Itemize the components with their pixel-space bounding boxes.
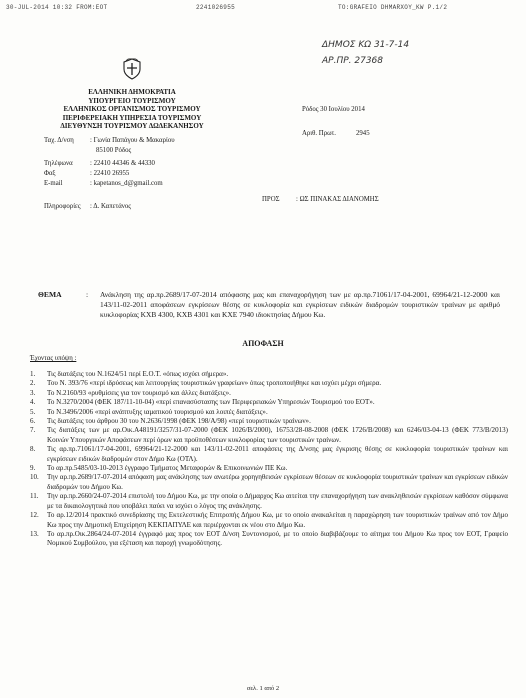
subject-text: Ανάκληση της αρ.πρ.2689/17-07-2014 απόφασης μας και επαναχορήγηση των με αρ.πρ.71061/17-04-2001, 69964/21-12-2000 και 143/11-02-2011 αποφάσεων εγκρίσεων θέσης σε κυκλοφορία και εγκρίσεων ειδικών διαδρομών τουριστικών τραίνων με αριθμό κυκλοφορίας ΚΧΒ 4300, ΚΧΒ 4301 και ΚΧΕ 7940 ιδιοκτησίας Δήμου Κω. <box>100 290 500 319</box>
list-item: 11. Την αρ.πρ.2660/24-07-2014 επιστολή του Δήμου Κω, με την οποία ο Δήμαρχος Κω αιτείται την επαναχορήγηση των ανακληθεισών εγκρίσεων καθόσον σύμφωνα με τα δικαιολογητικά που υποβάλει παύει να ισχύει ο λόγος της ανάκλησης. <box>30 492 508 510</box>
protocol-number: 2945 <box>356 130 370 137</box>
list-item: 4. Το Ν.3270/2004 (ΦΕΚ 187/11-10-04) «περί επανασύστασης των Περιφερειακών Υπηρεσιών Τουρισμού του ΕΟΤ». <box>30 398 375 407</box>
decision-title: ΑΠΟΦΑΣΗ <box>242 339 284 348</box>
list-item: 9. Το αρ.πρ.5485/03-10-2013 έγγραφο Τμήματος Μεταφορών & Επικοινωνιών ΠΕ Κω. <box>30 464 288 473</box>
considerations-list <box>30 370 508 549</box>
greek-crest-icon <box>122 58 142 80</box>
letterhead-line1: ΕΛΛΗΝΙΚΗ ΔΗΜΟΚΡΑΤΙΑ <box>88 88 176 96</box>
letterhead-line3: ΕΛΛΗΝΙΚΟΣ ΟΡΓΑΝΙΣΜΟΣ ΤΟΥΡΙΣΜΟΥ <box>63 105 201 114</box>
list-item: 10. Την αρ.πρ.2689/17-07-2014 απόφαση μας ανάκλησης των ανωτέρω χορηγηθεισών εγκρίσεων θέσεων σε κυκλοφορία τουριστικών τραίνων και εγκρίσεων ειδικών διαδρομών του Δήμου Κω. <box>30 473 508 491</box>
fax-value: : 22410 26955 <box>90 170 130 177</box>
list-item: 8. Τις αρ.πρ.71061/17-04-2001, 69964/21-12-2000 και 143/11-02-2011 αποφάσεις της Δ/νσης μας έγκρισης θέσης σε κυκλοφορία τουριστικών τραίνων και εγκρίσεων ειδικών διαδρομών στον Δήμο Κω (ΟΤΛ). <box>30 445 508 463</box>
address-label: Ταχ. Δ/νση <box>44 137 74 144</box>
subject-colon: : <box>86 290 89 299</box>
letterhead-line5: ΔΙΕΥΘΥΝΣΗ ΤΟΥΡΙΣΜΟΥ ΔΩΔΕΚΑΝΗΣΟΥ <box>60 122 204 131</box>
phone-value: : 22410 44346 & 44330 <box>90 160 155 167</box>
letterhead <box>52 88 212 131</box>
postcode: 85100 Ρόδος <box>96 147 132 154</box>
recipient-label: ΠΡΟΣ <box>262 196 280 203</box>
fax-header-right: TO:GRAFEIO DHMARXOY_KW P.1/2 <box>338 4 448 11</box>
info-label: Πληροφορίες <box>44 203 81 210</box>
email-value: : kapetanos_d@gmail.com <box>90 180 163 187</box>
list-item: 1. Τις διατάξεις του Ν.1624/51 περί Ε.Ο.Τ. «όπως ισχύει σήμερα». <box>30 370 229 378</box>
fax-label: Φαξ <box>44 170 56 177</box>
subject-label: ΘΕΜΑ <box>38 290 62 299</box>
recipient-value: : ΩΣ ΠΙΝΑΚΑΣ ΔΙΑΝΟΜΗΣ <box>296 196 379 203</box>
phone-label: Τηλέφωνα <box>44 160 73 167</box>
fax-header-left: 30-JUL-2014 10:32 FROM:EOT <box>6 4 108 11</box>
list-item: 7. Τις διατάξεις των με αρ.Οικ.Α48191/3257/31-07-2000 (ΦΕΚ 1026/Β/2000), 16753/28-08-2008 (ΦΕΚ 1726/Β/2008) και 6246/03-04-13 (ΦΕΚ 773/Β/2013) Κοινών Υπουργικών Αποφάσεων περί όρων και προϋποθέσεων κυκλοφορίας των τουριστικών τραίνων. <box>30 426 508 444</box>
letterhead-line2: ΥΠΟΥΡΓΕΙΟ ΤΟΥΡΙΣΜΟΥ <box>88 96 176 105</box>
list-item: 12. Το αρ.12/2014 πρακτικό συνεδρίασης της Εκτελεστικής Επιτροπής Δήμου Κω, με το οποίο ανακαλείται η παραχώρηση των τουριστικών τραίνων από τον Δήμο Κω προς την Δημοτική Επιχείρηση ΚΕΚΠΑΠΥΛΕ και περιέρχονται εκ νέου στο Δήμο Κω. <box>30 511 508 529</box>
handwritten-stamp-line2: ΑΡ.ΠΡ. 27368 <box>322 56 383 66</box>
protocol-label: Αριθ. Πρωτ. <box>302 130 336 137</box>
considering-heading: Έχοντας υπόψη : <box>30 355 77 362</box>
list-item: 13. Το αρ.πρ.Οικ.2864/24-07-2014 έγγραφό μας προς τον ΕΟΤ Δ/νση Συντονισμού, με το οποίο διαβιβάζουμε το αίτημα του Δήμου Κω προς τον ΕΟΤ, Γραφείο Νομικού Συμβούλου, για εξέταση και παροχή γνωμοδότησης. <box>30 529 508 548</box>
list-item: 3. Το Ν.2160/93 «ρυθμίσεις για τον τουρισμό και άλλες διατάξεις». <box>30 388 231 397</box>
fax-header-number: 2241026955 <box>196 4 236 11</box>
handwritten-stamp-line1: ΔΗΜΟΣ ΚΩ 31-7-14 <box>322 40 410 50</box>
date-place: Ρόδος 30 Ιουλίου 2014 <box>302 106 365 113</box>
list-item: 6. Τις διατάξεις του άρθρου 30 του Ν.2636/1998 (ΦΕΚ 198/Α/98) «περί τουριστικών τραίνων». <box>30 417 311 426</box>
list-item: 5. Το Ν.3496/2006 «περί ανάπτυξης ιαματικού τουρισμού και λοιπές διατάξεις». <box>30 407 268 416</box>
address-value: : Γωνία Παπάγου & Μακαρίου <box>90 137 175 144</box>
letterhead-line4: ΠΕΡΙΦΕΡΕΙΑΚΗ ΥΠΗΡΕΣΙΑ ΤΟΥΡΙΣΜΟΥ <box>62 113 202 122</box>
list-item: 2. Του Ν. 393/76 «περί ιδρύσεως και λειτουργίας τουριστικών γραφείων» όπως τροποποιήθηκε και ισχύει μέχρι σήμερα. <box>30 379 382 388</box>
page-footer: σελ. 1 από 2 <box>246 685 280 692</box>
info-value: : Δ. Καπετάνος <box>90 203 131 210</box>
email-label: E-mail <box>44 180 63 187</box>
